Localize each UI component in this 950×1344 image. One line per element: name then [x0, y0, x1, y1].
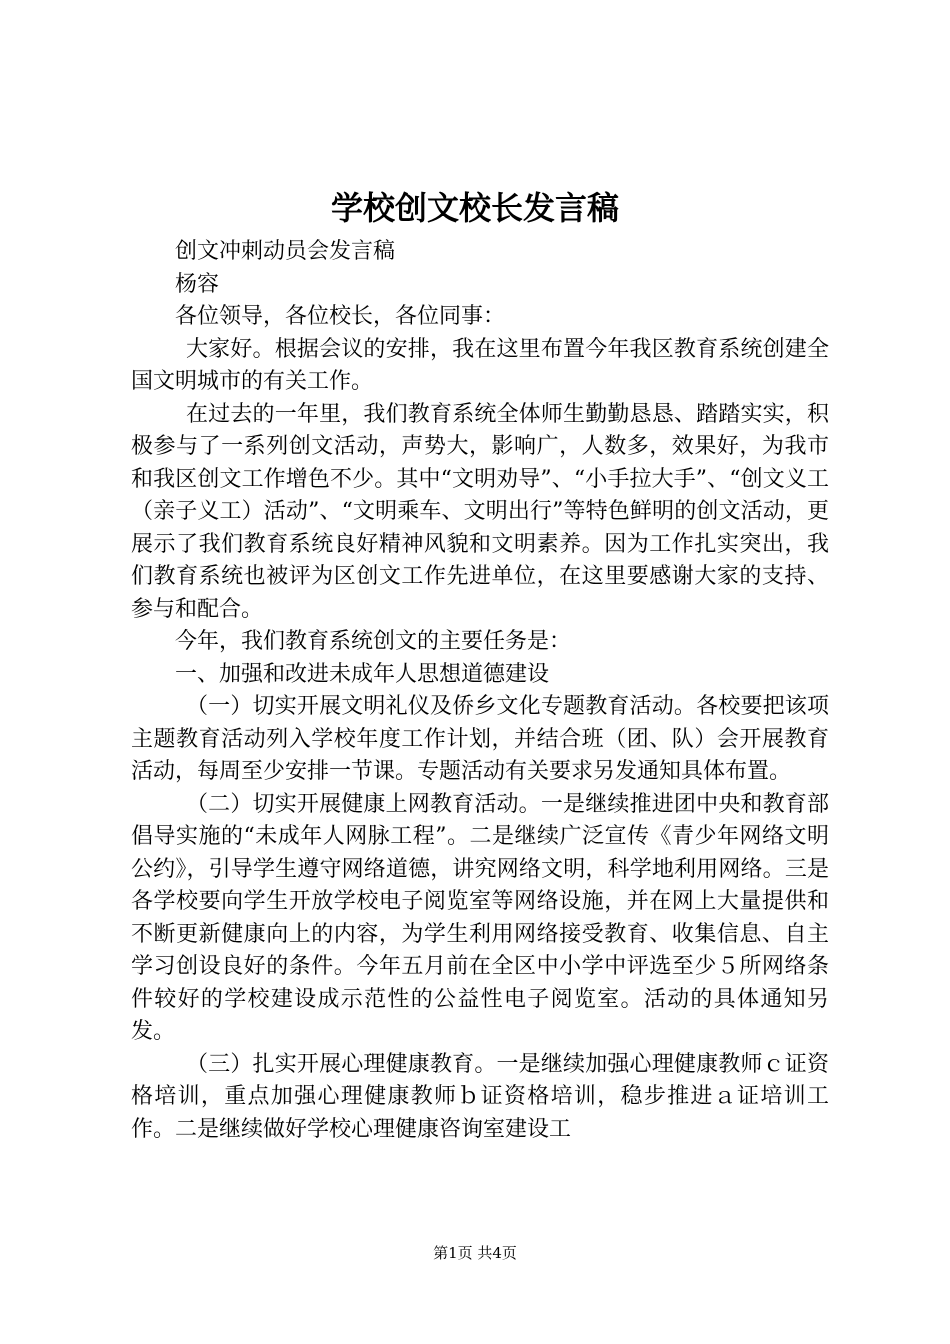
paragraph-review: 在过去的一年里，我们教育系统全体师生勤勤恳恳、踏踏实实，积极参与了一系列创文活动，声势大，影响广，人数多，效果好，为我市和我区创文工作增色不少。其中“文明劝导”、“小手拉大手”、“创文义工（亲子义工）活动”、“文明乘车、文明出行”等特色鲜明的创文活动，更展示了我们教育系统良好精神风貌和文明素养。因为工作扎实突出，我们教育系统也被评为区创文工作先进单位，在这里要感谢大家的支持、参与和配合。: [131, 401, 829, 622]
section-heading-1: 一、加强和改进未成年人思想道德建设: [175, 661, 550, 687]
paragraph-subtitle: 创文冲刺动员会发言稿: [175, 239, 396, 264]
paragraph-item-3: （三）扎实开展心理健康教育。一是继续加强心理健康教师ｃ证资格培训，重点加强心理健康教师ｂ证资格培训，稳步推进ａ证培训工作。二是继续做好学校心理健康咨询室建设工: [131, 1051, 829, 1142]
paragraph-author: 杨容: [175, 271, 220, 297]
paragraph-item-2: （二）切实开展健康上网教育活动。一是继续推进团中央和教育部倡导实施的“未成年人网脉工程”。二是继续广泛宣传《青少年网络文明公约》，引导学生遵守网络道德，讲究网络文明，科学地利用网络。三是各学校要向学生开放学校电子阅览室等网络设施，并在网上大量提供和不断更新健康向上的内容，为学生利用网络接受教育、收集信息、自主学习创设良好的条件。今年五月前在全区中小学中评选至少５所网络条件较好的学校建设成示范性的公益性电子阅览室。活动的具体通知另发。: [131, 791, 829, 1044]
paragraph-greeting: 大家好。根据会议的安排，我在这里布置今年我区教育系统创建全国文明城市的有关工作。: [131, 336, 829, 394]
paragraph-tasks-intro: 今年，我们教育系统创文的主要任务是：: [175, 629, 572, 654]
document-title: 学校创文校长发言稿: [330, 189, 619, 227]
paragraph-salutation: 各位领导，各位校长，各位同事：: [175, 304, 506, 329]
page-footer: 第1页 共4页: [433, 1244, 517, 1262]
paragraph-item-1: （一）切实开展文明礼仪及侨乡文化专题教育活动。各校要把该项主题教育活动列入学校年度工作计划，并结合班（团、队）会开展教育活动，每周至少安排一节课。专题活动有关要求另发通知具体布置。: [131, 694, 829, 784]
document-body: [131, 236, 829, 1146]
